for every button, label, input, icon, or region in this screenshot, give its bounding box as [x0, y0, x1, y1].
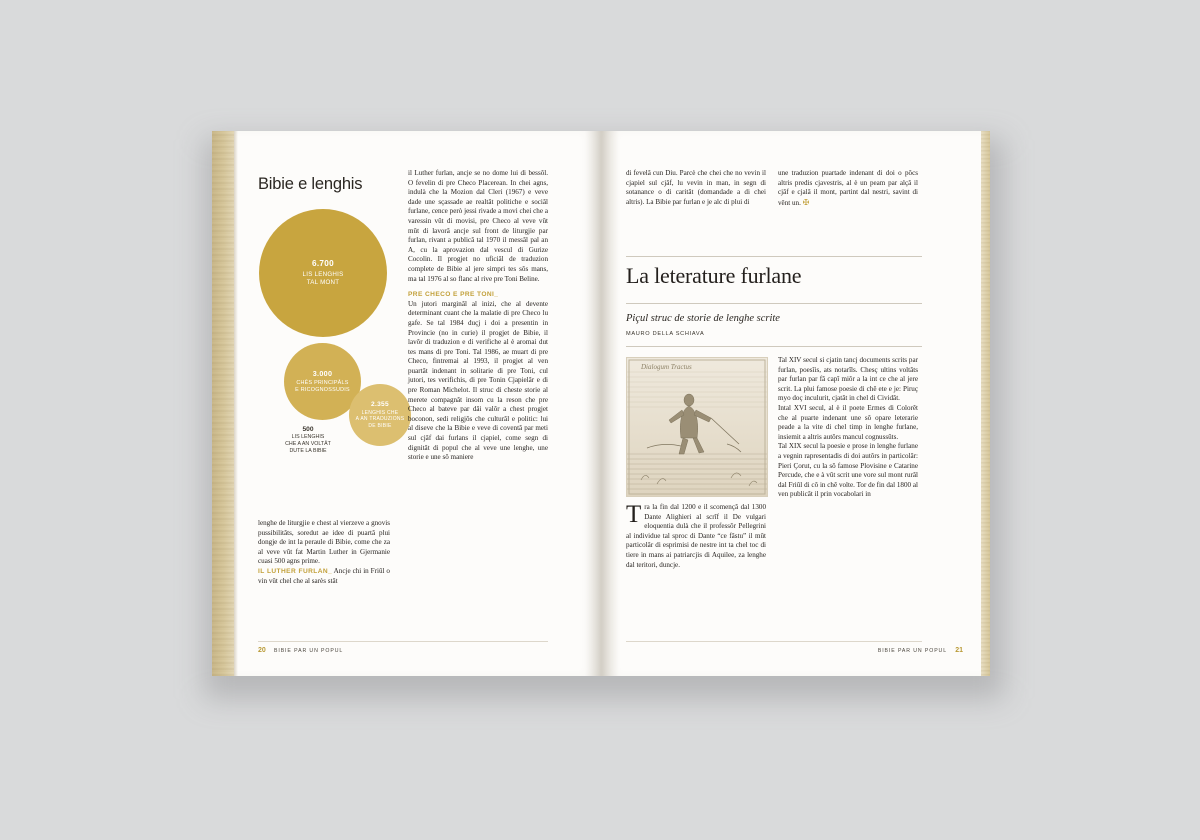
svg-text:Dialogum Tractus: Dialogum Tractus	[641, 363, 692, 371]
bubble-2-value: 3.000	[312, 369, 333, 379]
lead-in-pre-checo: PRE CHECO E PRE TONI_	[408, 291, 499, 299]
left-folio: 20	[258, 647, 266, 654]
right-top-right-text: une traduzion puartade indenant di doi o pôcs altris predis cjavestris, al è un peam par alçâ il cjâf e cjalâ il mont, partint dal nestri, savint di vênt un.	[778, 169, 918, 207]
book-spine-texture	[212, 131, 234, 676]
right-page	[601, 131, 990, 676]
lead-in-luther: IL LUTHER FURLAN_	[258, 567, 333, 575]
bubble-4-value: 500	[302, 426, 314, 433]
left-page	[212, 131, 601, 676]
page-edge-texture	[981, 131, 990, 676]
drop-cap: T	[626, 501, 642, 528]
infographic-title: Bibie e lenghis	[258, 175, 363, 193]
article-rule-middle	[626, 303, 922, 304]
right-top-right-paragraph	[778, 169, 918, 208]
engraving-illustration	[626, 357, 768, 497]
article-subtitle: Piçul struc de storie de lenghe scrite	[626, 313, 780, 324]
engraving-artwork	[627, 358, 767, 496]
spine-edge	[234, 131, 238, 676]
bubble-bibie-complete	[258, 426, 358, 455]
left-col2-heading	[408, 290, 548, 300]
article-dropcap-paragraph	[626, 503, 766, 570]
right-folio: 21	[955, 647, 963, 654]
left-folio-rule	[258, 641, 548, 642]
article-title: La leterature furlane	[626, 263, 802, 288]
right-column-1-top	[626, 169, 766, 207]
bubble-3-value: 2.355	[370, 401, 389, 409]
right-column-2-top	[778, 169, 918, 208]
left-column-lower-text	[258, 519, 390, 586]
dropcap-body-text: ra la fin dal 1200 e il scomençâ dal 1300 Dante Alighieri al scrîf il De vulgari eloquentia dulà che il professôr Pellegrini al individue tal sproc di Dante “ce fâstu” il mût particolâr di esprimisi de nestre int ta chel toc di tiere in mans ai patriarcjis di Aquilee, za lenghe dal teritori, duncje.	[626, 503, 766, 569]
bubble-2-label: CHÊS PRINCIPÂLS E RICOGNOSSUDIS	[295, 380, 350, 393]
bubble-4-label: LIS LENGHIS CHE A AN VOLTÂT DUTE LA BIBIE	[285, 434, 331, 454]
left-lower-lead-paragraph	[258, 567, 390, 586]
bubble-3-label: LENGHIS CHE A AN TRADUZIONS DE BIBIE	[355, 410, 405, 429]
left-lower-paragraph: lenghe de liturgjie e chest al vierzeve a gnovis pussibilitâts, soredut ae idee di puartâ plui dongje de int la peraule di Bibie, come che za al veve vût fat Martin Luther in Gjermanie cuasi 500 agns prime.	[258, 519, 390, 566]
open-book	[212, 131, 990, 676]
left-lower-tail: Ancje chi in Friûl o vin vût chel che al sarès stât	[258, 566, 390, 585]
article-right-paragraph-2: Intal XVI secul, al è il poete Ermes di Colorêt che al puarte indenant une sô opare leterarie peade a la vite di chel timp in lenghe furlane, insiemit a altris autôrs mancul cognussûts.	[778, 403, 918, 441]
bubble-lenghis-tal-mont	[259, 209, 387, 337]
right-folio-rule	[626, 641, 922, 642]
bubble-1-value: 6.700	[312, 259, 334, 269]
bubble-1-label: LIS LENGHIS TAL MONT	[302, 271, 344, 286]
left-col2-paragraph-1: il Luther furlan, ancje se no dome lui di bessôl. O fevelin di pre Checo Placerean. In chei agns, indulà che la Mozion dal Cleri (1967) e veve dade une sçassade ae realtât politiche e sociâl furlane, cence però jessi rivade a movi chei che a varessin vût di movisi, pre Checo al veve vût mût di lavorâ ancje sul front de liturgjie par furlan, rivant a publicâ tal 1970 il messâl pal an A, cu la aprovazion dal vescul di Gurize Cocolin. Il progjet no uficiâl de traduzion complete de Bibie al jere simpri tes sôs mans, ma tal 1976 al so flanc al rive pre Toni Beline.	[408, 169, 548, 283]
right-running-head: BIBIE PAR UN POPUL	[877, 647, 947, 654]
left-col2-paragraph-2: Un jutori marginâl al inizi, che al devente determinant cuant che la malatie di pre Checo lu gafe. Se tal 1984 duçj i doi a presentin in Provincie (no in curie) il progjet de Bibie, il lavôr di traduzion e di verifiche al è aromai dut tes mans di pre Toni. Tal 1986, ae muart di pre Checo, fintremai al 1993, il progjet al ven puartât indenant in solitarie di pre Toni, cul jutori, tes verifichis, di pre Tonin Cjapielâr e di pre Roman Michelot. Il struc di cheste storie al merete compagnât insom cu la reson che pre Checo al bateve par dâi valôr a chest progjet boconon, sedi religjôs che culturâl e politic: lui al diseve che la Bibie e veve di coventâ par meti sul cjâf dai furlans il cjapiel, come segn di dignitât di popul che al veve une lenghe, une storie e une sô maniere	[408, 299, 548, 462]
right-top-left-paragraph: di fevelâ cun Diu. Parcè che chei che no vevin il cjapiel sul cjâf, lu vevin in man, in segn di sotanance o di caritât (domandade a di chei altris). La Bibie par furlan e je alc di plui di	[626, 169, 766, 206]
article-byline: MAURO DELLA SCHIAVA	[626, 331, 705, 337]
article-rule-bottom	[626, 346, 922, 347]
article-column-right	[778, 356, 918, 500]
article-right-paragraph-3: Tal XIX secul la poesie e prose in lenghe furlane a vegnin rapresentadis di doi autôrs in particolâr: Pieri Çorut, cu la sô famose Plovisine e Catarine Percude, che e à vût scrit une vore sul mont rurâl dal Friûl di cô in chê volte. Tor de fin dal 1800 al ven publicât il prin vocabolari in	[778, 442, 918, 499]
bubble-traduzions	[349, 384, 411, 446]
article-rule-top	[626, 256, 922, 257]
left-running-head: BIBIE PAR UN POPUL	[274, 647, 344, 654]
cross-icon: ✠	[802, 197, 810, 207]
left-column-right-text	[408, 169, 548, 463]
article-right-paragraph-1: Tal XIV secul si cjatin tancj documents scrits par furlan, poesîis, ats notarîls. Chesç ultins voltâts par furlan par fâ capî miôr a la int ce che al jere scrit. La plui famose poesie di chê ete e je: Piruç myo doç inculurit, cjatât in chel di Cividât.	[778, 356, 918, 403]
